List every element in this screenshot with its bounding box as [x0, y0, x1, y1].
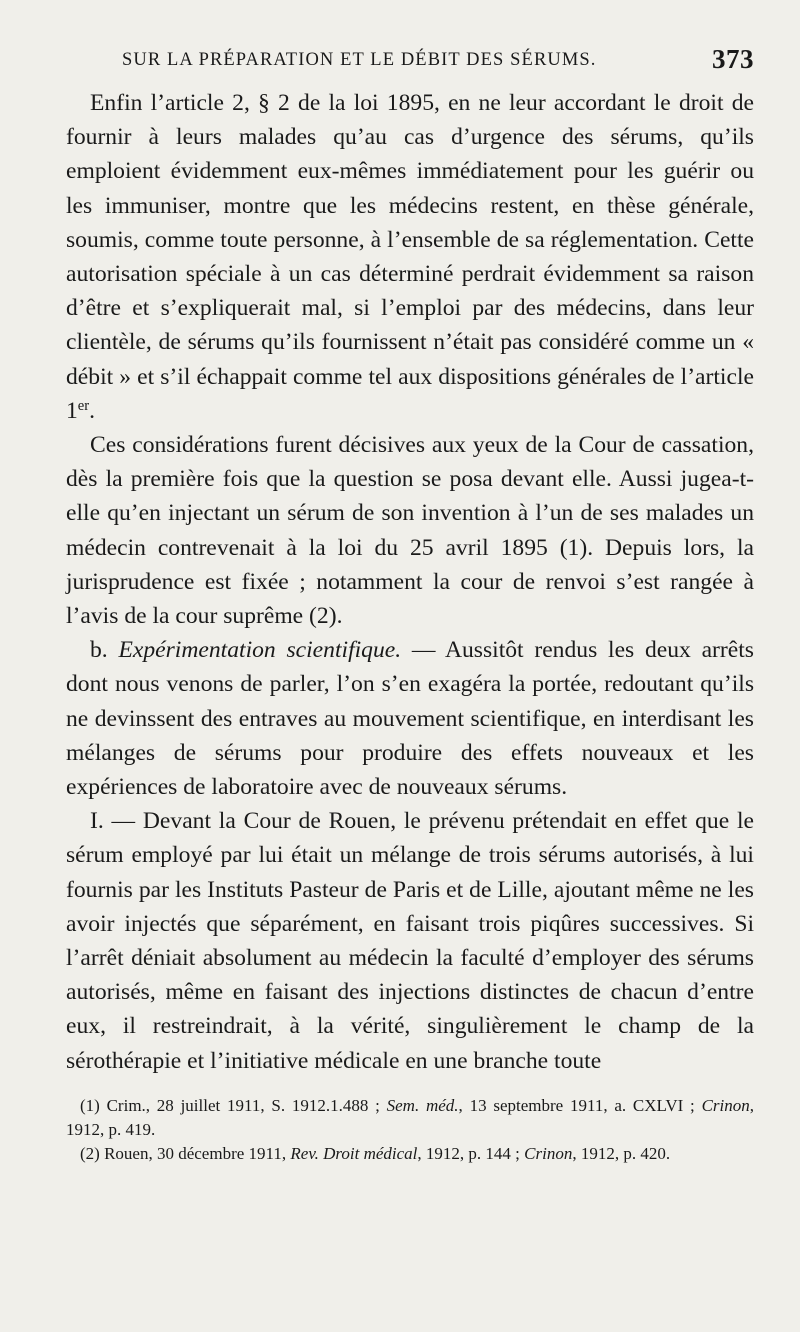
footnote-1-part: , 13 septembre 1911, a. CXLVI ;: [458, 1095, 702, 1115]
paragraph-2: Ces considérations furent décisives aux yeux de la Cour de cassation, dès la première fois que la question se posa devant elle. Aussi jugea-t-elle qu’en injectant un sérum de son invention à l’un de ses malades un médecin contrevenait à la loi du 25 avril 1895 (1). Depuis lors, la jurisprudence est fixée ; notamment la cour de renvoi s’est rangée à l’avis de la cour suprême (2).: [66, 432, 754, 630]
paragraph-1: [66, 86, 754, 428]
body-text: [66, 86, 754, 1078]
superscript-er: er: [77, 397, 90, 414]
paragraph-3-text: — Aussitôt rendus les deux arrêts dont nous venons de parler, l’on s’en exagéra la portée, redoutant qu’ils ne devinssent des entraves au mouvement scientifique, en interdisant les mélanges de sérums pour produire des effets nouveaux et les expériences de laboratoire avec de nouveaux sérums.: [66, 637, 754, 801]
footnote-2-part: (2) Rouen, 30 décembre 1911,: [80, 1143, 291, 1163]
footnote-1-part: (1) Crim., 28 juillet 1911, S. 1912.1.488 ;: [80, 1095, 387, 1115]
section-label: b.: [90, 637, 108, 664]
footnote-1-part: , 1912, p. 419.: [66, 1095, 754, 1139]
footnote-1-journal: Sem. méd.: [386, 1095, 459, 1115]
running-head-title: SUR LA PRÉPARATION ET LE DÉBIT DES SÉRUMS.: [122, 50, 597, 70]
footnote-2-journal: Rev. Droit médical: [290, 1143, 418, 1163]
paragraph-1-text: Enfin l’article 2, § 2 de la loi 1895, en ne leur accordant le droit de fournir à leurs malades qu’au cas d’urgence des sérums, qu’ils emploient évidemment eux-mêmes immédiatement pour les guérir ou les immuniser, montre que les médecins restent, en thèse générale, soumis, comme toute personne, à l’ensemble de sa réglementation. Cette autorisation spéciale à un cas déterminé perdrait évidemment sa raison d’être et s’expliquerait mal, si l’emploi par des médecins, dans leur clientèle, de sérums qu’ils fournissent n’était pas considéré comme un « débit » et s’il échappait comme tel aux dispositions générales de l’article 1: [66, 90, 754, 424]
footnote-2-part: , 1912, p. 420.: [572, 1143, 671, 1163]
footnote-1-journal: Crinon: [701, 1095, 750, 1115]
page-number: 373: [712, 44, 754, 74]
section-heading: Expérimentation scientifique.: [118, 637, 402, 664]
running-head: [66, 44, 754, 84]
footnotes: [66, 1094, 754, 1166]
footnote-2: [66, 1142, 754, 1166]
footnote-1: [66, 1094, 754, 1142]
paragraph-1-end: .: [89, 397, 96, 424]
paragraph-3: [66, 633, 754, 804]
paragraph-4: I. — Devant la Cour de Rouen, le prévenu prétendait en effet que le sérum employé par lui était un mélange de trois sérums autorisés, à lui fournis par les Instituts Pasteur de Paris et de Lille, ajoutant même ne les avoir injectés que séparément, en faisant trois piqûres successives. Si l’arrêt déniait absolument au médecin la faculté d’employer des sérums autorisés, même en faisant des injections distinctes de chacun d’entre eux, il restreindrait, à la vérité, singulièrement le champ de la sérothérapie et l’initiative médicale en une branche toute: [66, 808, 754, 1074]
footnote-2-part: , 1912, p. 144 ;: [417, 1143, 525, 1163]
footnote-2-journal: Crinon: [524, 1143, 573, 1163]
